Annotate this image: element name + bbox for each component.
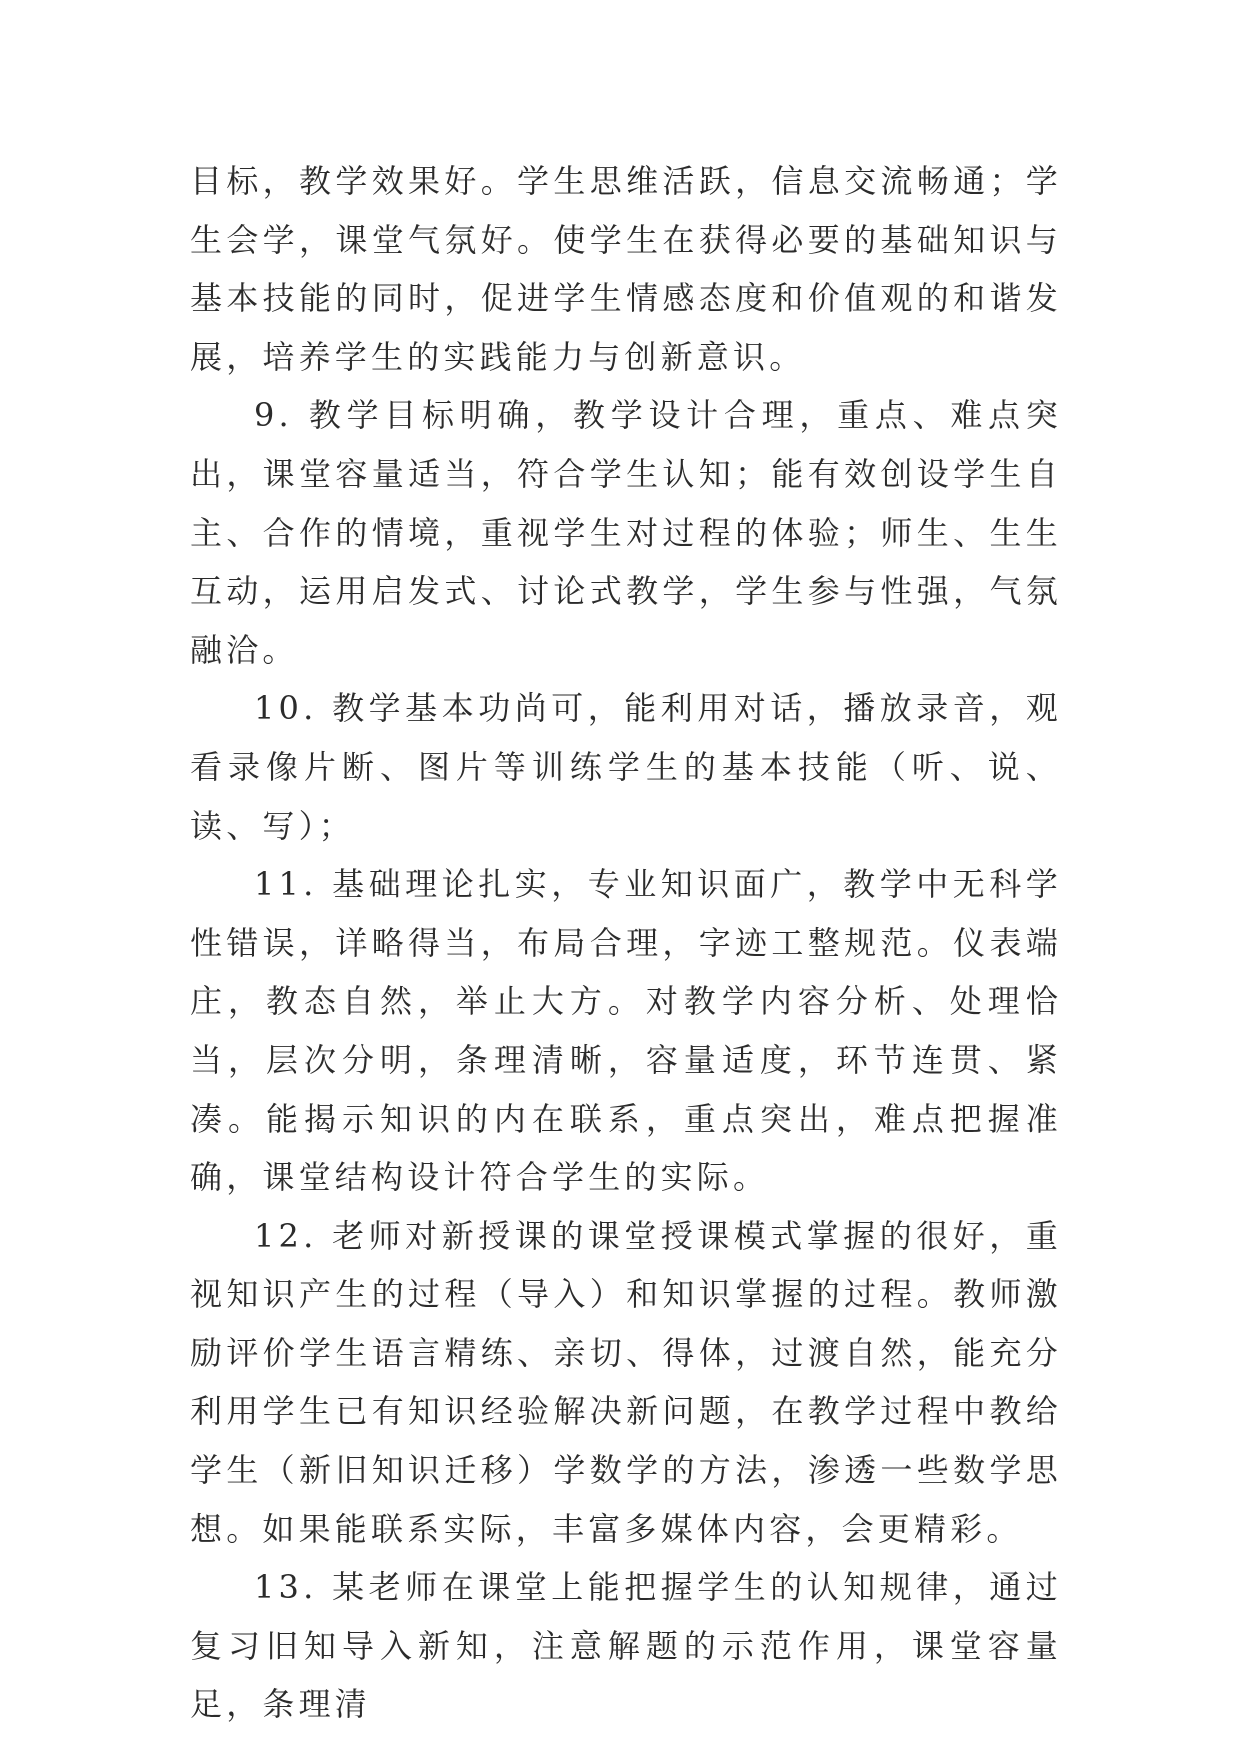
paragraph-continuation: 目标，教学效果好。学生思维活跃，信息交流畅通；学生会学，课堂气氛好。使学生在获得必要的基础知识与基本技能的同时，促进学生情感态度和价值观的和谐发展，培养学生的实践能力与创新意识。 [190, 162, 1062, 376]
paragraph-item-11: 11. 基础理论扎实，专业知识面广，教学中无科学性错误，详略得当，布局合理，字迹工整规范。仪表端庄，教态自然，举止大方。对教学内容分析、处理恰当，层次分明，条理清晰，容量适度，环节连贯、紧凑。能揭示知识的内在联系，重点突出，难点把握准确，课堂结构设计符合学生的实际。 [190, 865, 1062, 1197]
paragraph-item-13: 13. 某老师在课堂上能把握学生的认知规律，通过复习旧知导入新知，注意解题的示范作用，课堂容量足，条理清 [190, 1568, 1062, 1724]
document-body [190, 152, 1062, 1734]
paragraph-item-9: 9. 教学目标明确，教学设计合理，重点、难点突出，课堂容量适当，符合学生认知；能有效创设学生自主、合作的情境，重视学生对过程的体验；师生、生生互动，运用启发式、讨论式教学，学生参与性强，气氛融洽。 [190, 396, 1062, 669]
paragraph-item-10: 10. 教学基本功尚可，能利用对话，播放录音，观看录像片断、图片等训练学生的基本技能（听、说、读、写）； [190, 689, 1062, 845]
paragraph-item-12: 12. 老师对新授课的课堂授课模式掌握的很好，重视知识产生的过程（导入）和知识掌握的过程。教师激励评价学生语言精练、亲切、得体，过渡自然，能充分利用学生已有知识经验解决新问题，在教学过程中教给学生（新旧知识迁移）学数学的方法，渗透一些数学思想。如果能联系实际，丰富多媒体内容，会更精彩。 [190, 1216, 1062, 1548]
